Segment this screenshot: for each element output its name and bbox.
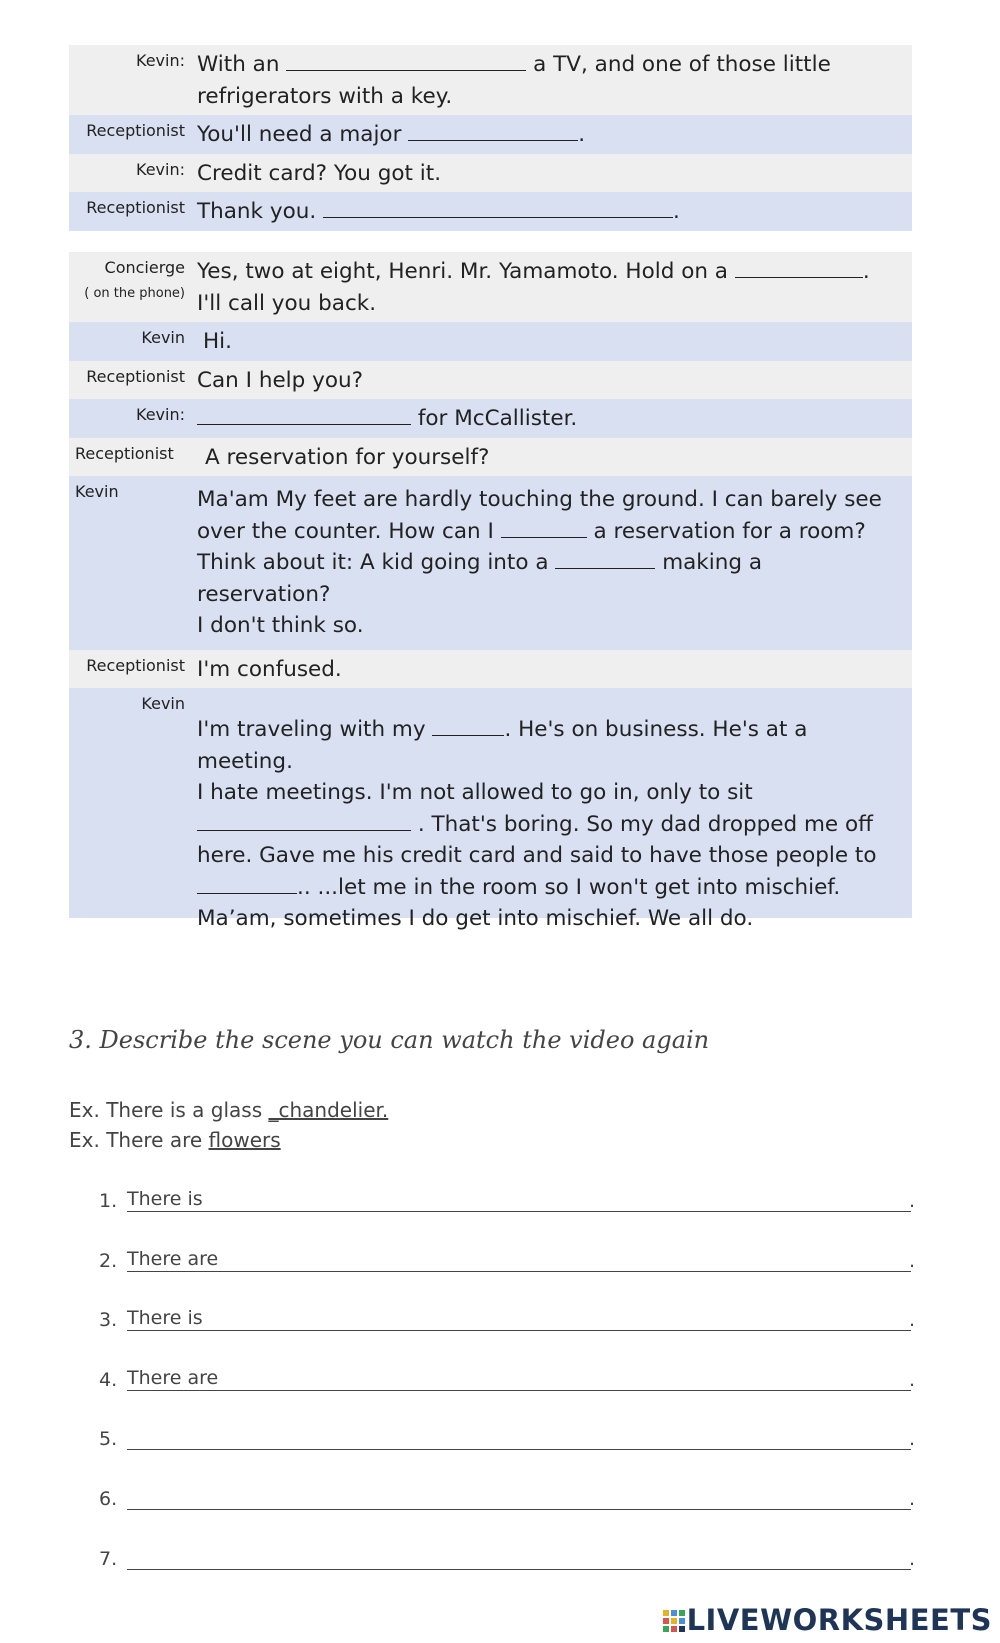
dialogue-row	[69, 650, 912, 689]
dialogue-row	[69, 688, 912, 931]
answer-blank[interactable]	[735, 257, 863, 278]
answer-blank[interactable]	[408, 120, 578, 141]
speaker-label: Receptionist	[75, 443, 174, 463]
example-line: Ex. There is a glass _chandelier.	[69, 1098, 389, 1122]
dialogue-text: Can I help you?	[197, 367, 364, 393]
speaker-label: Kevin	[141, 328, 185, 347]
answer-blank[interactable]	[286, 50, 526, 71]
dialogue-row	[69, 476, 912, 650]
answer-input[interactable]	[127, 1485, 911, 1510]
speaker-label: Receptionist	[86, 366, 185, 386]
speaker-label: Receptionist	[86, 198, 185, 217]
speaker-label: Kevin	[141, 694, 185, 713]
dialogue-text: Hi.	[203, 329, 232, 354]
answer-input[interactable]: There is	[127, 1306, 911, 1331]
answer-input[interactable]	[127, 1545, 911, 1570]
answer-item: 3. There is .	[99, 1307, 915, 1331]
dialogue-text: Thank you. .	[197, 199, 680, 224]
answer-input[interactable]: There are	[127, 1366, 911, 1391]
brand-name: LIVEWORKSHEETS	[686, 1603, 992, 1637]
dialogue-row	[69, 399, 912, 438]
answer-blank[interactable]	[197, 404, 411, 425]
dialogue-row	[69, 252, 912, 322]
answer-blank[interactable]	[555, 548, 655, 569]
answer-blank[interactable]	[197, 873, 297, 894]
dialogue-text: I'm confused.	[197, 656, 342, 682]
answer-input[interactable]: There are	[127, 1247, 911, 1272]
dialogue-text: I'm traveling with my . He's on business. He's at a meeting. I hate meetings. I'm not allowed to go in, only to sit . That's boring. So my dad dropped me off here. Gave me his credit card and said to have those people to .. ...let me in the room so I won't get into mischief. Ma’am, sometimes I do get into mischief. We all do.	[197, 717, 877, 931]
answer-input[interactable]	[127, 1425, 911, 1450]
speaker-label: Receptionist	[86, 121, 185, 140]
section-title: 3. Describe the scene you can watch the video again	[69, 1026, 710, 1054]
dialogue-text: Yes, two at eight, Henri. Mr. Yamamoto. Hold on a . I'll call you back.	[197, 259, 870, 316]
dialogue-row	[69, 438, 912, 477]
example-line: Ex. There are flowers	[69, 1128, 281, 1152]
answer-item: 2. There are .	[99, 1248, 915, 1272]
speaker-label: Kevin:	[136, 405, 185, 424]
answer-blank[interactable]	[501, 517, 587, 538]
dialogue-row	[69, 115, 912, 154]
dialogue-row	[69, 192, 912, 231]
logo-icon	[663, 1610, 685, 1632]
dialogue-text: Ma'am My feet are hardly touching the ground. I can barely see over the counter. How can I a reservation for a room? Think about it: A kid going into a making a reservation? I don't think so.	[197, 487, 882, 638]
answer-input[interactable]: There is	[127, 1187, 911, 1212]
speaker-label: Concierge ( on the phone)	[84, 258, 185, 301]
dialogue-table-b	[69, 252, 912, 931]
dialogue-text: Credit card? You got it.	[197, 160, 442, 186]
dialogue-row	[69, 154, 912, 193]
answer-item: 5. .	[99, 1419, 915, 1453]
answer-item: 4. There are .	[99, 1367, 915, 1391]
dialogue-table-a	[69, 45, 912, 231]
speaker-label: Receptionist	[86, 655, 185, 675]
dialogue-text: for McCallister.	[185, 399, 912, 438]
answer-blank[interactable]	[197, 810, 411, 831]
answer-item: 6. .	[99, 1479, 915, 1513]
dialogue-text: With an a TV, and one of those little refrigerators with a key.	[197, 52, 831, 109]
answer-blank[interactable]	[323, 197, 673, 218]
dialogue-row	[69, 45, 912, 115]
dialogue-row	[69, 361, 912, 400]
dialogue-text: You'll need a major .	[197, 122, 586, 147]
answer-item: 1. There is .	[99, 1188, 915, 1212]
answer-item: 7. .	[99, 1539, 915, 1573]
speaker-label: Kevin	[75, 482, 119, 501]
speaker-label: Kevin:	[136, 159, 185, 179]
dialogue-row	[69, 322, 912, 361]
answer-blank[interactable]	[432, 715, 504, 736]
speaker-label: Kevin:	[136, 51, 185, 70]
dialogue-text: A reservation for yourself?	[205, 444, 490, 470]
liveworksheets-logo	[663, 1603, 992, 1637]
